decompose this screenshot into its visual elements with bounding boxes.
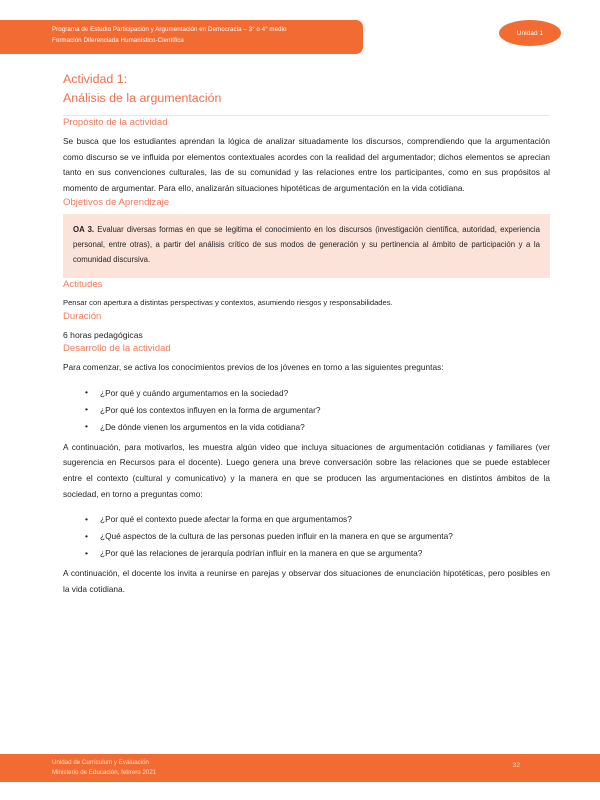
header-program-line: Programa de Estudio Participación y Argumentación en Democracia – 3° o 4° medio: [52, 26, 287, 33]
objetivos-paragraph: [73, 223, 540, 267]
list-item: • ¿Por qué las relaciones de jerarquía podrían influir en la manera en que se argumenta?: [63, 545, 550, 562]
footer-page-number: 32: [512, 762, 520, 769]
objetivos-box: [63, 214, 550, 278]
page-title: [63, 70, 550, 108]
question-list-2: [63, 511, 550, 562]
proposito-paragraph: Se busca que los estudiantes aprendan la lógica de analizar situadamente los discursos, comprendiendo que la argumentación como discurso se ve influida por elementos contextuales acordes con la realidad del argumentador; dichos elementos se aprecian tanto en sus convenciones culturales, las de su comunidad y las relaciones entre los participantes, como en sus propósitos al momento de argumentar. Para ello, analizarán situaciones hipotéticas de argumentación en la vida cotidiana.: [63, 136, 550, 193]
oa-code: OA 3.: [73, 225, 95, 235]
desarrollo-paragraph-2: A continuación, para motivarlos, les muestra algún video que incluya situaciones de argumentación cotidianas y familiares (ver sugerencia en Recursos para el docente). Luego genera una breve conversación sobre las relaciones que se puede establecer entre el contexto (cultural y comunicativo) y la manera en que se producen las argumentaciones en distintos ámbitos de la sociedad, en torno a preguntas como:: [63, 441, 550, 499]
document-header-bar: [0, 20, 363, 54]
question-list-1: [63, 385, 550, 436]
section-heading-objetivos: Objetivos de Aprendizaje: [63, 197, 170, 209]
section-heading-actitudes: Actitudes: [63, 279, 103, 291]
list-item: • ¿Por qué y cuándo argumentamos en la sociedad?: [63, 385, 550, 402]
unit-badge-label: Unidad 1: [516, 29, 544, 37]
unit-badge: [499, 20, 561, 46]
activity-title-line1: Actividad 1:: [63, 72, 128, 86]
oa-text: Evaluar diversas formas en que se legitima el conocimiento en los discursos (investigación científica, autoridad, experiencia personal, entre otras), a partir del análisis crítico de sus modos de generación y su pertinencia al ámbito de participación y a la comunidad discursiva.: [73, 225, 541, 264]
list-item: • ¿De dónde vienen los argumentos en la vida cotidiana?: [63, 419, 550, 436]
list-item: • ¿Qué aspectos de la cultura de las personas pueden influir en la manera en que se argumenta?: [63, 528, 550, 545]
actitudes-paragraph: Pensar con apertura a distintas perspectivas y contextos, asumiendo riesgos y responsabilidades.: [63, 298, 393, 308]
list-item: • ¿Por qué los contextos influyen en la forma de argumentar?: [63, 402, 550, 419]
activity-title-line2: Análisis de la argumentación: [63, 91, 222, 105]
document-footer-bar: [0, 754, 600, 782]
desarrollo-intro-paragraph: Para comenzar, se activa los conocimientos previos de los jóvenes en torno a las siguientes preguntas:: [63, 362, 444, 373]
list-item: • ¿Por qué el contexto puede afectar la forma en que argumentamos?: [63, 511, 550, 528]
footer-unit-line: Unidad de Currículum y Evaluación: [52, 759, 149, 766]
section-heading-desarrollo: Desarrollo de la actividad: [63, 343, 171, 355]
section-heading-duracion: Duración: [63, 311, 102, 323]
duracion-value: 6 horas pedagógicas: [63, 330, 143, 341]
page-content: [63, 70, 550, 597]
section-heading-proposito: Propósito de la actividad: [63, 117, 168, 128]
header-formation-line: Formación Diferenciada Humanístico-Científica: [52, 36, 184, 44]
footer-ministry-line: Ministerio de Educación, febrero 2021: [52, 769, 157, 776]
desarrollo-paragraph-3: A continuación, el docente los invita a reunirse en parejas y observar dos situaciones de enunciación hipotéticas, pero posibles en la vida cotidiana.: [63, 568, 550, 594]
